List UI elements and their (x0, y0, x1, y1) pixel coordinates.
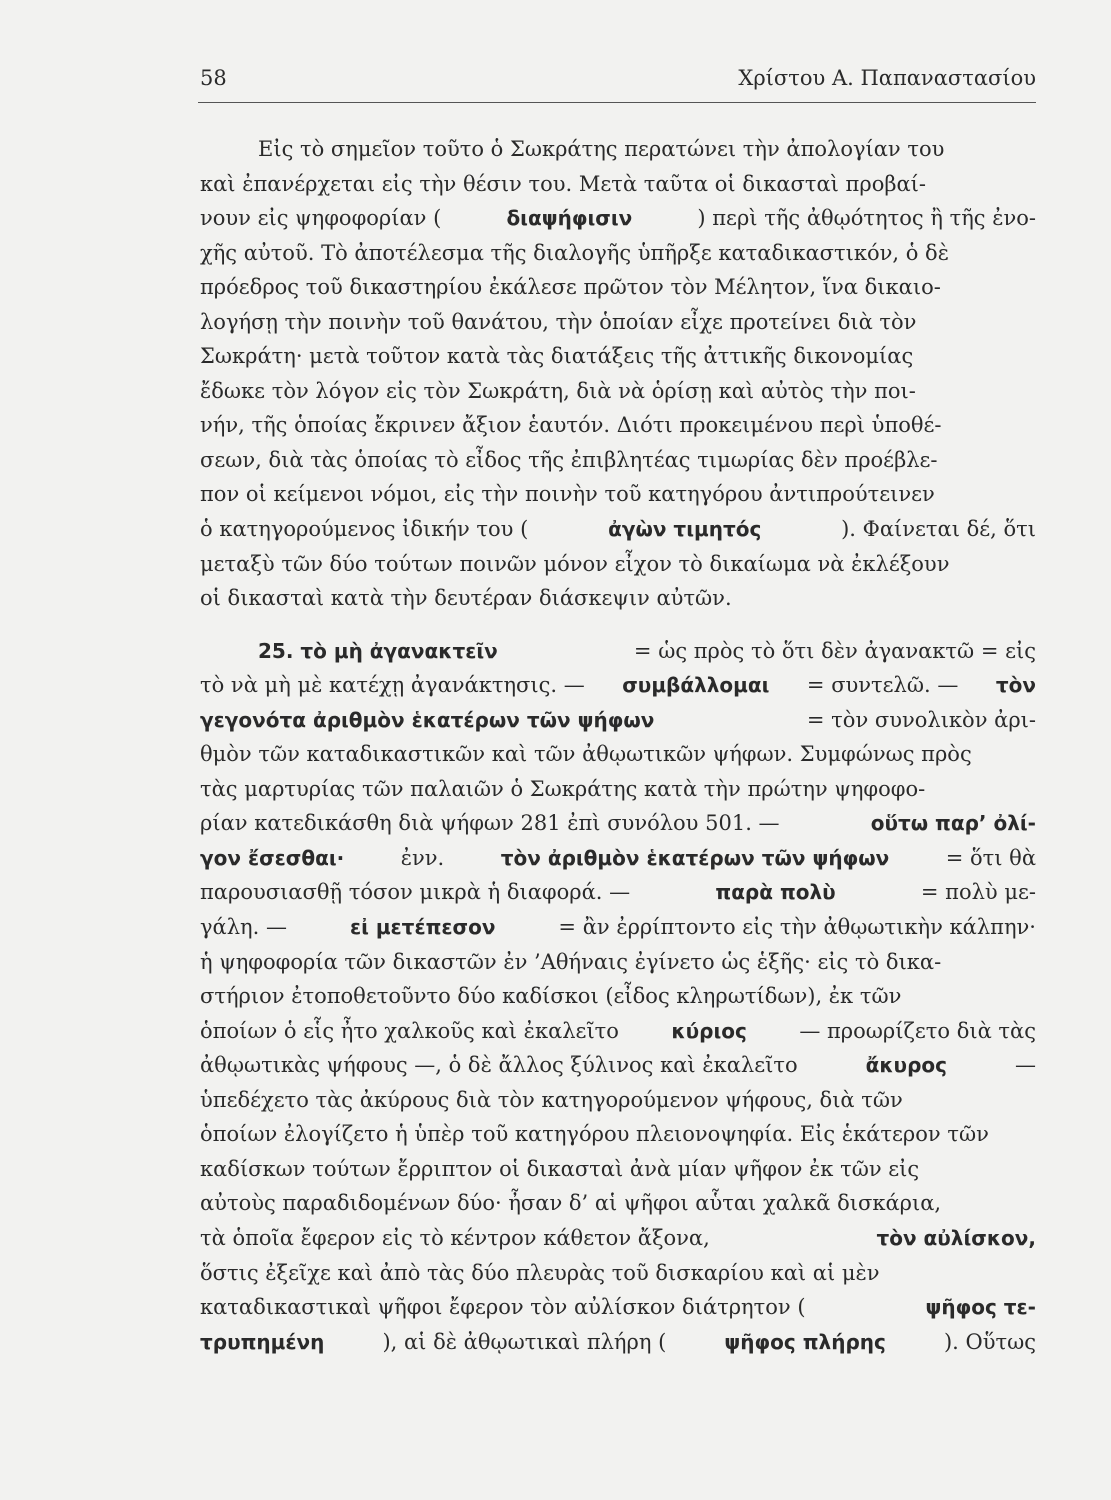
running-title: Χρίστου Α. Παπαναστασίου (738, 66, 1036, 90)
text-line: ὁποίων ὁ εἷς ἦτο χαλκοῦς καὶ ἐκαλεῖτο κύριος — προωρίζετο διὰ τὰς (200, 1014, 1036, 1049)
text-line: τὰ ὁποῖα ἔφερον εἰς τὸ κέντρον κάθετον ἄξονα, τὸν αὐλίσκον, (200, 1221, 1036, 1256)
lemma: τὸν (995, 673, 1036, 698)
lemma: συμβάλλομαι (622, 673, 770, 698)
page-number: 58 (200, 66, 227, 90)
lemma: γεγονότα ἀριθμὸν ἑκατέρων τῶν ψήφων (200, 707, 655, 732)
term: διαψήφισιν (506, 206, 633, 231)
lemma: ἄκυρος (865, 1053, 947, 1078)
text-line: ἀθῳωτικὰς ψήφους —, ὁ δὲ ἄλλος ξύλινος καὶ ἐκαλεῖτο ἄκυρος — (200, 1048, 1036, 1083)
text-line: γον ἔσεσθαι· ἐνν. τὸν ἀριθμὸν ἑκατέρων τῶν ψήφων = ὅτι θὰ (200, 841, 1036, 876)
lemma: οὕτω παρ’ ὀλί- (870, 811, 1036, 836)
text-line: καδίσκων τούτων ἔρριπτον οἱ δικασταὶ ἀνὰ μίαν ψῆφον ἐκ τῶν εἰς (200, 1156, 920, 1181)
lemma: κύριος (671, 1018, 747, 1043)
text-line: ὑπεδέχετο τὰς ἀκύρους διὰ τὸν κατηγορούμενον ψήφους, διὰ τῶν (200, 1087, 903, 1112)
text-line: τὰς μαρτυρίας τῶν παλαιῶν ὁ Σωκράτης κατὰ τὴν πρώτην ψηφοφο- (200, 776, 926, 801)
text-line: νουν εἰς ψηφοφορίαν ( διαψήφισιν ) περὶ τῆς ἀθῳότητος ἢ τῆς ἐνο- (200, 201, 1036, 236)
term: ἀγὼν τιμητός (608, 517, 762, 542)
body-text (200, 132, 1036, 1359)
text-line: ἔδωκε τὸν λόγον εἰς τὸν Σωκράτη, διὰ νὰ ὁρίσῃ καὶ αὐτὸς τὴν ποι- (200, 378, 916, 403)
header-rule (198, 102, 1036, 103)
lemma: γον ἔσεσθαι· (200, 845, 345, 870)
lemma: ψῆφος τε- (925, 1295, 1036, 1320)
text-line: μεταξὺ τῶν δύο τούτων ποινῶν μόνον εἶχον τὸ δικαίωμα νὰ ἐκλέξουν (200, 551, 950, 576)
text-line: στήριον ἐτοποθετοῦντο δύο καδίσκοι (εἶδος κληρωτίδων), ἐκ τῶν (200, 984, 902, 1009)
text-line: σεων, διὰ τὰς ὁποίας τὸ εἶδος τῆς ἐπιβλητέας τιμωρίας δὲν προέβλε- (200, 447, 938, 472)
page-header (200, 66, 1036, 90)
text-line: πρόεδρος τοῦ δικαστηρίου ἐκάλεσε πρῶτον τὸν Μέλητον, ἵνα δικαιο- (200, 275, 941, 300)
text-line: ἡ ψηφοφορία τῶν δικαστῶν ἐν ’Αθήναις ἐγίνετο ὡς ἑξῆς· εἰς τὸ δικα- (200, 949, 942, 974)
text-line: λογήσῃ τὴν ποινὴν τοῦ θανάτου, τὴν ὁποίαν εἶχε προτείνει διὰ τὸν (200, 309, 917, 334)
text-line: νήν, τῆς ὁποίας ἔκρινεν ἄξιον ἑαυτόν. Διότι προκειμένου περὶ ὑποθέ- (200, 413, 942, 438)
text-line: τρυπημένη ), αἱ δὲ ἀθῳωτικαὶ πλήρη ( ψῆφος πλήρης ). Οὕτως (200, 1325, 1036, 1360)
text-line: Εἰς τὸ σημεῖον τοῦτο ὁ Σωκράτης περατώνει τὴν ἀπολογίαν του (258, 137, 945, 161)
text-line: χῆς αὐτοῦ. Τὸ ἀποτέλεσμα τῆς διαλογῆς ὑπῆρξε καταδικαστικόν, ὁ δὲ (200, 240, 949, 265)
text-line: οἱ δικασταὶ κατὰ τὴν δευτέραν διάσκεψιν αὐτῶν. (200, 586, 732, 611)
text-line: ὁποίων ἐλογίζετο ἡ ὑπὲρ τοῦ κατηγόρου πλειονοψηφία. Εἰς ἑκάτερον τῶν (200, 1122, 989, 1147)
text-line: τὸ νὰ μὴ μὲ κατέχῃ ἀγανάκτησις. — συμβάλλομαι = συντελῶ. — τὸν (200, 668, 1036, 703)
text-line: καταδικαστικαὶ ψῆφοι ἔφερον τὸν αὐλίσκον διάτρητον ( ψῆφος τε- (200, 1290, 1036, 1325)
text-line: παρουσιασθῇ τόσον μικρὰ ἡ διαφορά. — παρὰ πολὺ = πολὺ με- (200, 875, 1036, 910)
text-line: γεγονότα ἀριθμὸν ἑκατέρων τῶν ψήφων = τὸν συνολικὸν ἀρι- (200, 703, 1036, 738)
text-line: θμὸν τῶν καταδικαστικῶν καὶ τῶν ἀθῳωτικῶν ψήφων. Συμφώνως πρὸς (200, 742, 972, 767)
text-line: Σωκράτη· μετὰ τοῦτον κατὰ τὰς διατάξεις τῆς ἀττικῆς δικονομίας (200, 344, 914, 369)
lemma: τὸν αὐλίσκον, (876, 1225, 1036, 1250)
paragraph-1 (200, 132, 1036, 616)
lemma: τρυπημένη (200, 1329, 325, 1354)
text-line: ὅστις ἐξεῖχε καὶ ἀπὸ τὰς δύο πλευρὰς τοῦ δισκαρίου καὶ αἱ μὲν (200, 1260, 880, 1285)
text-line: γάλη. — εἰ μετέπεσον = ἂν ἐρρίπτοντο εἰς τὴν ἀθῳωτικὴν κάλπην· (200, 910, 1036, 945)
lemma: εἰ μετέπεσον (349, 915, 496, 940)
text-line: καὶ ἐπανέρχεται εἰς τὴν θέσιν του. Μετὰ ταῦτα οἱ δικασταὶ προβαί- (200, 171, 926, 196)
text-line: αὐτοὺς παραδιδομένων δύο· ἦσαν δ’ αἱ ψῆφοι αὗται χαλκᾶ δισκάρια, (200, 1191, 942, 1216)
lemma: ψῆφος πλήρης (724, 1329, 886, 1354)
lemma: παρὰ πολὺ (715, 880, 836, 905)
lemma: τὸν ἀριθμὸν ἑκατέρων τῶν ψήφων (500, 845, 890, 870)
text-line: ρίαν κατεδικάσθη διὰ ψήφων 281 ἐπὶ συνόλου 501. — οὕτω παρ’ ὀλί- (200, 806, 1036, 841)
paragraph-2 (200, 634, 1036, 1359)
text-line: πον οἱ κείμενοι νόμοι, εἰς τὴν ποινὴν τοῦ κατηγόρου ἀντιπρούτεινεν (200, 482, 935, 507)
text-line: 25. τὸ μὴ ἀγανακτεῖν = ὡς πρὸς τὸ ὅτι δὲν ἀγανακτῶ = εἰς (200, 634, 1036, 669)
lemma: 25. τὸ μὴ ἀγανακτεῖν (258, 638, 498, 663)
text-line: ὁ κατηγορούμενος ἰδικήν του ( ἀγὼν τιμητός ). Φαίνεται δέ, ὅτι (200, 512, 1036, 547)
